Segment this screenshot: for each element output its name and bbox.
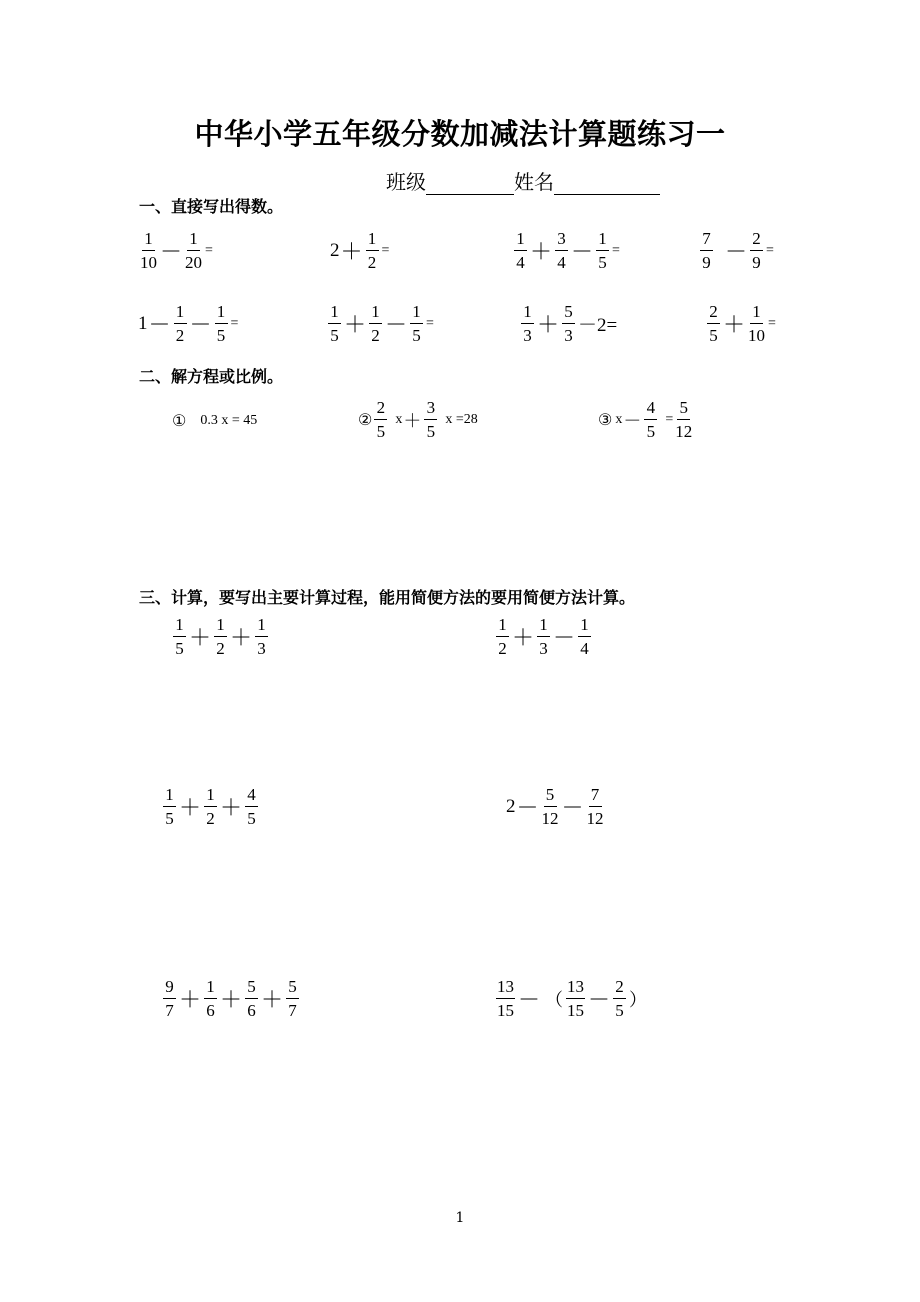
section-1-heading: 一、直接写出得数。 (139, 197, 284, 216)
fraction: $\frac{1}{4}$ (578, 615, 591, 658)
fraction: $\frac{2}{5}$ (613, 977, 626, 1020)
equation-3: ③ x － $\frac{4}{5}$ = $\frac{5}{12}$ (598, 398, 693, 441)
problem-3-3: $\frac{1}{5}$ ＋ $\frac{1}{2}$ ＋ $\frac{4}{5}$ (161, 785, 260, 828)
problem-1-4: $\frac{7}{9}$ － $\frac{2}{9}$ = (698, 229, 774, 272)
fraction: $\frac{1}{5}$ (410, 302, 423, 345)
fraction: $\frac{1}{10}$ (748, 302, 766, 345)
fraction: $\frac{1}{3}$ (521, 302, 534, 345)
fraction: $\frac{7}{12}$ (586, 785, 604, 828)
problem-1-7: $\frac{1}{3}$ ＋ $\frac{5}{3}$ －2= (519, 302, 618, 345)
class-blank[interactable] (426, 174, 514, 195)
name-blank[interactable] (554, 174, 660, 195)
problem-3-2: $\frac{1}{2}$ ＋ $\frac{1}{3}$ － $\frac{1}{4}$ (494, 615, 593, 658)
fraction: $\frac{3}{5}$ (424, 398, 437, 441)
fraction: $\frac{1}{4}$ (514, 229, 527, 272)
fraction: $\frac{1}{2}$ (204, 785, 217, 828)
fraction: $\frac{4}{5}$ (245, 785, 258, 828)
page-number: 1 (455, 1210, 465, 1226)
problem-1-5: 1 － $\frac{1}{2}$ － $\frac{1}{5}$ = (138, 302, 239, 345)
problem-1-2: 2 ＋ $\frac{1}{2}$ = (330, 229, 390, 272)
fraction: $\frac{5}{12}$ (675, 398, 693, 441)
fraction: $\frac{13}{15}$ (567, 977, 585, 1020)
fraction: $\frac{5}{3}$ (562, 302, 575, 345)
problem-1-6: $\frac{1}{5}$ ＋ $\frac{1}{2}$ － $\frac{1}{5}$ = (326, 302, 434, 345)
problem-3-1: $\frac{1}{5}$ ＋ $\frac{1}{2}$ ＋ $\frac{1}{3}$ (171, 615, 270, 658)
class-label: 班级 (386, 170, 426, 194)
fraction: $\frac{1}{5}$ (328, 302, 341, 345)
fraction: $\frac{5}{6}$ (245, 977, 258, 1020)
fraction: $\frac{2}{9}$ (750, 229, 763, 272)
problem-3-4: 2 － $\frac{5}{12}$ － $\frac{7}{12}$ (506, 785, 604, 828)
fraction: $\frac{1}{5}$ (596, 229, 609, 272)
fraction: $\frac{2}{5}$ (707, 302, 720, 345)
problem-1-3: $\frac{1}{4}$ ＋ $\frac{3}{4}$ － $\frac{1}{5}$ = (512, 229, 620, 272)
fraction: $\frac{1}{5}$ (215, 302, 228, 345)
fraction: $\frac{1}{2}$ (366, 229, 379, 272)
equation-1: ① 0.3 x = 45 (172, 413, 258, 430)
fraction: $\frac{1}{6}$ (204, 977, 217, 1020)
problem-3-5: $\frac{9}{7}$ ＋ $\frac{1}{6}$ ＋ $\frac{5}{6}$ ＋ $\frac{5}{7}$ (161, 977, 301, 1020)
section-2-heading: 二、解方程或比例。 (139, 367, 284, 386)
fraction: $\frac{4}{5}$ (644, 398, 657, 441)
problem-3-6: $\frac{13}{15}$ － （ $\frac{13}{15}$ － $\frac{2}{5}$ ） (497, 977, 648, 1020)
fraction: $\frac{1}{5}$ (173, 615, 186, 658)
fraction: $\frac{1}{3}$ (537, 615, 550, 658)
page-title: 中华小学五年级分数加减法计算题练习一 (194, 117, 726, 151)
fraction: $\frac{1}{3}$ (255, 615, 268, 658)
fraction: $\frac{1}{2}$ (496, 615, 509, 658)
name-label: 姓名 (514, 170, 554, 194)
fraction: $\frac{1}{10}$ (140, 229, 157, 272)
fraction: $\frac{9}{7}$ (163, 977, 176, 1020)
fraction: $\frac{7}{9}$ (700, 229, 713, 272)
fraction: $\frac{1}{2}$ (174, 302, 187, 345)
section-3-heading: 三、计算，要写出主要计算过程，能用简便方法的要用简便方法计算。 (139, 588, 636, 607)
fraction: $\frac{3}{4}$ (555, 229, 568, 272)
fraction: $\frac{5}{7}$ (286, 977, 299, 1020)
fraction: $\frac{2}{5}$ (374, 398, 387, 441)
fraction: $\frac{5}{12}$ (541, 785, 559, 828)
fraction: $\frac{1}{2}$ (369, 302, 382, 345)
student-info-line (386, 166, 660, 195)
problem-1-1: $\frac{1}{10}$ － $\frac{1}{20}$ = (140, 229, 213, 272)
problem-1-8: $\frac{2}{5}$ ＋ $\frac{1}{10}$ = (705, 302, 776, 345)
equation-2: ② $\frac{2}{5}$ x ＋ $\frac{3}{5}$ x =28 (358, 398, 478, 441)
fraction: $\frac{1}{5}$ (163, 785, 176, 828)
fraction: $\frac{1}{20}$ (185, 229, 203, 272)
fraction: $\frac{13}{15}$ (497, 977, 514, 1020)
fraction: $\frac{1}{2}$ (214, 615, 227, 658)
